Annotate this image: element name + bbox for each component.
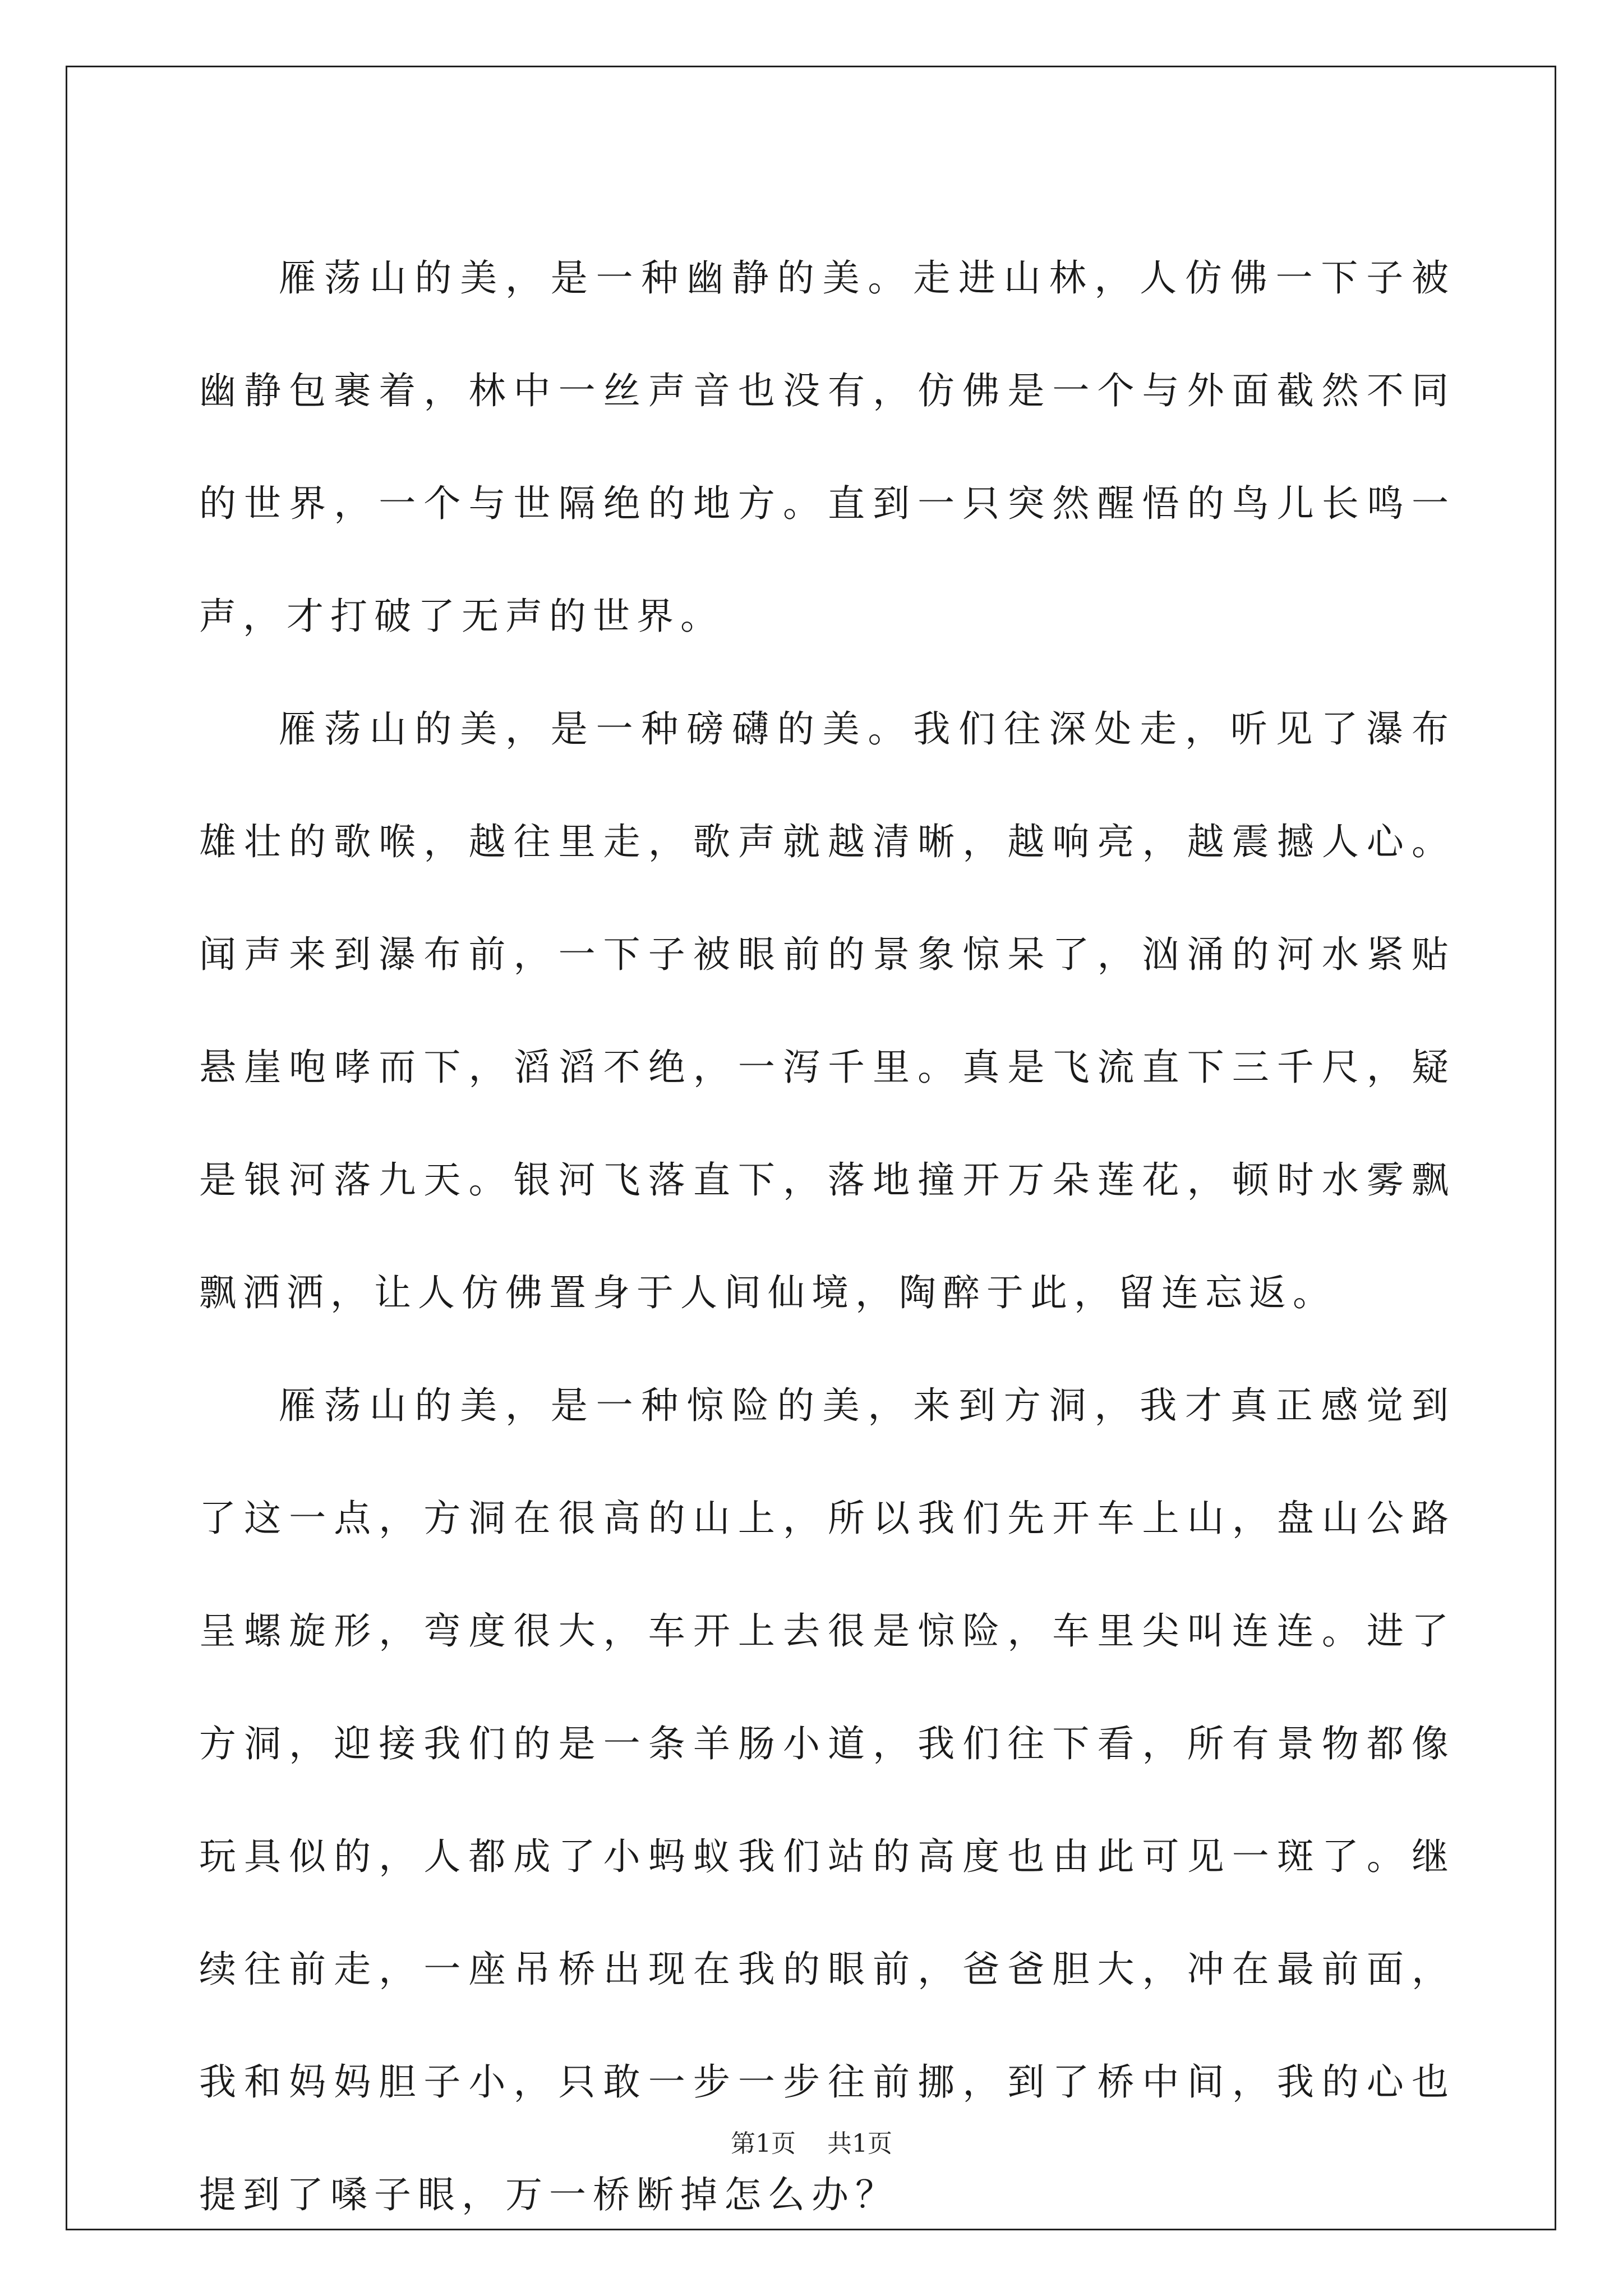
document-body [199, 222, 1455, 2251]
paragraph-3: 雁荡山的美，是一种惊险的美，来到方洞，我才真正感觉到了这一点，方洞在很高的山上，所以我们先开车上山，盘山公路呈螺旋形，弯度很大，车开上去很是惊险，车里尖叫连连。进了方洞，迎接我们的是一条羊肠小道，我们往下看，所有景物都像玩具似的，人都成了小蚂蚁我们站的高度也由此可见一斑了。继续往前走，一座吊桥出现在我的眼前，爸爸胆大，冲在最前面，我和妈妈胆子小，只敢一步一步往前挪，到了桥中间，我的心也提到了嗓子眼，万一桥断掉怎么办？ [199, 1384, 1455, 2216]
page-number-total: 共1页 [827, 2129, 892, 2158]
page-footer [0, 2123, 1623, 2159]
paragraph-2: 雁荡山的美，是一种磅礴的美。我们往深处走，听见了瀑布雄壮的歌喉，越往里走，歌声就越清晰，越响亮，越震撼人心。闻声来到瀑布前，一下子被眼前的景象惊呆了，汹涌的河水紧贴悬崖咆哮而下，滔滔不绝，一泻千里。真是飞流直下三千尺，疑是银河落九天。银河飞落直下，落地撞开万朵莲花，顿时水雾飘飘洒洒，让人仿佛置身于人间仙境，陶醉于此，留连忘返。 [199, 707, 1455, 1314]
page-number-current: 第1页 [731, 2129, 796, 2158]
paragraph-1: 雁荡山的美，是一种幽静的美。走进山林，人仿佛一下子被幽静包裹着，林中一丝声音也没有，仿佛是一个与外面截然不同的世界，一个与世隔绝的地方。直到一只突然醒悟的鸟儿长鸣一声，才打破了无声的世界。 [199, 256, 1455, 638]
